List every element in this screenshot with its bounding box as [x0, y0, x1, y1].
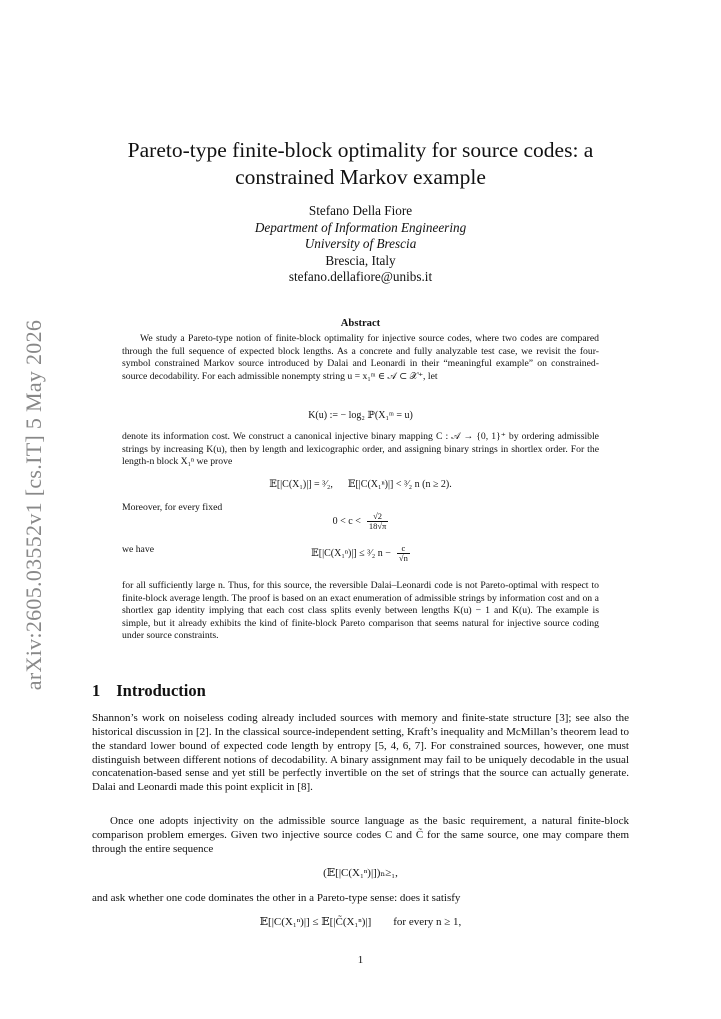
fraction: $\frac{c}{√n}$: [398, 543, 408, 564]
author-name: Stefano Della Fiore: [308, 203, 413, 218]
arxiv-id: arXiv:2605.03552v1 [cs.IT] 5 May 2026: [21, 319, 46, 691]
abstract-paragraph-3: Moreover, for every fixed: [122, 502, 223, 513]
intro-paragraph-1: Shannon’s work on noiseless coding already included sources with memory and finite-state structure [3]; see also the historical discussion in [2]. In the classical source-independent setting, Kraft’s inequality and McMillan’s theorem lead to the standard lower bound of expected code length by entropy [5, 4, 6, 7]. For constrained sources, however, one must distinguish between different notions of decodability. A binary assignment may fail to be uniquely decodable in the usual concatenation-based sense and yet still be perfectly invertible on the set of strings that the source can actually generate. Dalai and Leonardi made this point explicit in [8].: [92, 712, 629, 794]
arxiv-stamp: [14, 300, 54, 710]
author-location: Brescia, Italy: [325, 252, 396, 268]
equation-upper-bound: 𝔼[|C(X₁ⁿ)|] ≤ ³⁄₂ n − $\frac{c}{√n}$: [311, 543, 408, 564]
abstract-paragraph-5: for all sufficiently large n. Thus, for this source, the reversible Dalai–Leonardi code is not Pareto-optimal with respect to finite-block average length. The proof is based on an exact enumeration of admissible strings by information cost and on a shortlex gap identity implying that each cost class splits evenly between lengths K(u) − 1 and K(u). The example is simple, but it already exhibits the kind of finite-block Pareto comparison that seems natural for injective source coding under source constraints.: [122, 580, 599, 642]
abstract-heading: Abstract: [340, 318, 381, 329]
paper-title: Pareto-type finite-block optimality for source codes: a constrained Markov example: [127, 138, 594, 189]
equation-information-cost: K(u) := − log₂ ℙ(X₁ᵐ = u): [308, 410, 413, 421]
abstract-paragraph-1: We study a Pareto-type notion of finite-block optimality for injective source codes, where two codes are compared through the full sequence of expected block lengths. As a concrete and fully analyzable test case, we revisit the four-symbol constrained Markov source introduced by Dalai and Leonardi in their “meaningful example” on constrained-source decodability. For each admissible nonempty string u = x₁ᵐ ∈ 𝒜 ⊂ 𝒳⁺, let: [122, 333, 599, 382]
author-university: University of Brescia: [304, 236, 417, 252]
author-block: [92, 203, 629, 286]
equation-pareto-dominance: 𝔼[|C(X₁ⁿ)|] ≤ 𝔼[|C̃(X₁ⁿ)|] for every n ≥ 1,: [259, 916, 462, 928]
intro-paragraph-2: Once one adopts injectivity on the admissible source language as the basic requirement, a natural finite-block comparison problem emerges. Given two injective source codes C and C̃ for the same source, one may compare them through the entire sequence: [92, 815, 629, 855]
section-heading-introduction: 1 Introduction: [92, 681, 206, 700]
page-number: 1: [357, 954, 364, 966]
fraction: $\frac{√2}{18√\pi}$: [368, 511, 387, 532]
abstract-paragraph-4: we have: [122, 544, 155, 555]
author-email: stefano.dellafiore@unibs.it: [288, 269, 433, 285]
abstract-paragraph-2: denote its information cost. We construct a canonical injective binary mapping C : 𝒜 → {0, 1}⁺ by ordering admissible strings by increasing K(u), then by length and lexicographic order, and assigning binary strings in shortlex order. For the length-n block X₁ⁿ we prove: [122, 431, 599, 468]
equation-expected-length: 𝔼[|C(X₁)|] = ³⁄₂, 𝔼[|C(X₁ⁿ)|] < ³⁄₂ n (n ≥ 2).: [269, 479, 452, 490]
equation-constant-range: 0 < c < $\frac{√2}{18√\pi}$: [332, 511, 387, 532]
equation-sequence: (𝔼[|C(X₁ⁿ)|])ₙ≥₁,: [323, 867, 398, 879]
intro-paragraph-3: and ask whether one code dominates the other in a Pareto-type sense: does it satisfy: [92, 892, 461, 904]
author-department: Department of Information Engineering: [254, 219, 467, 235]
